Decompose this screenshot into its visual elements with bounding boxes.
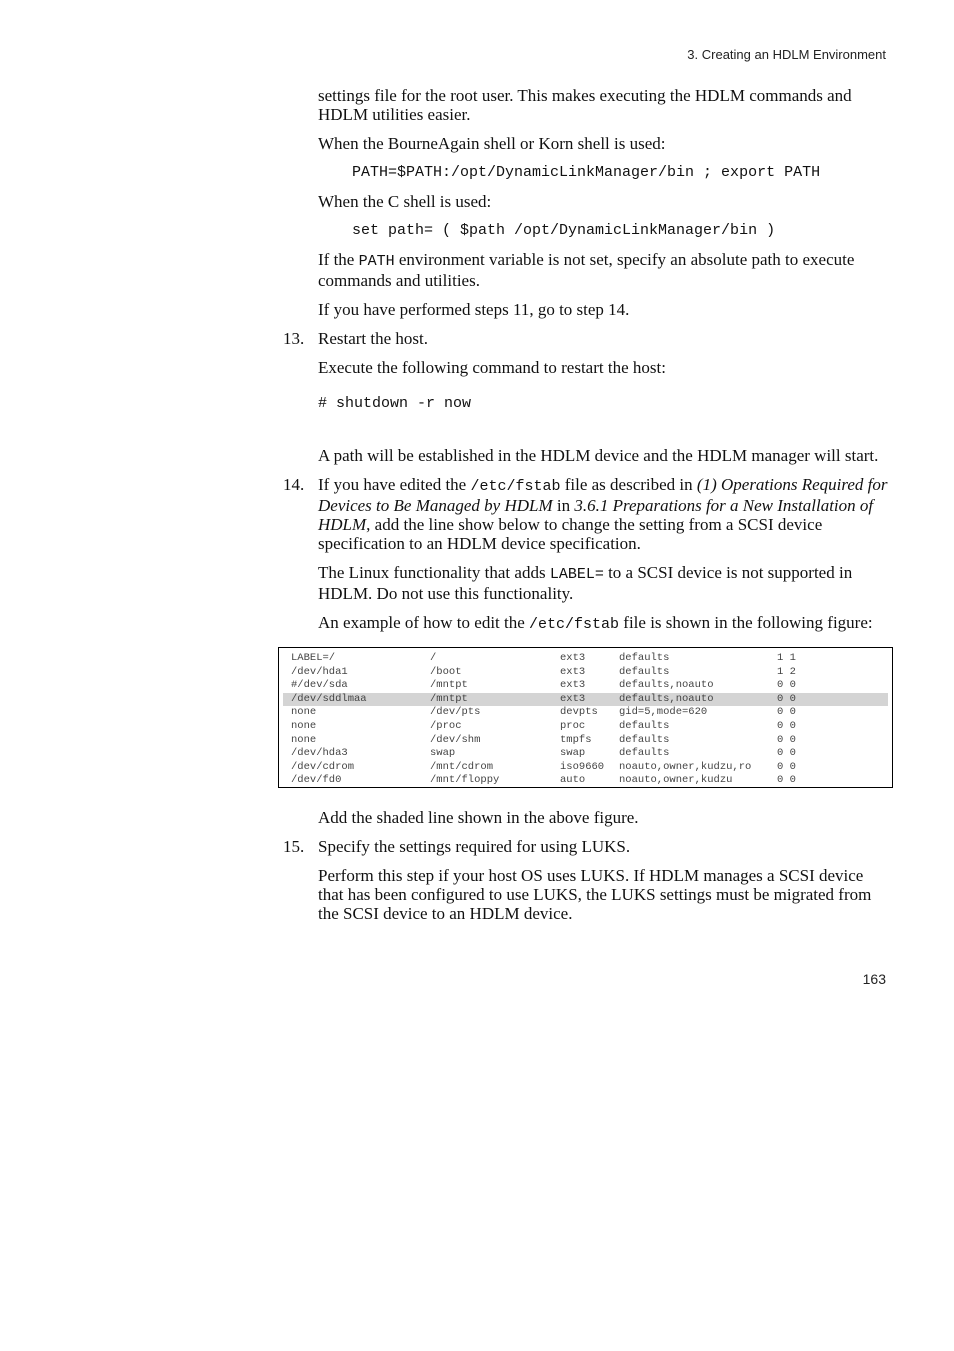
fstab-cell-dump: 0 0 xyxy=(777,774,796,787)
fstab-cell-dump: 1 2 xyxy=(777,665,796,678)
step-14-p3-text-a: An example of how to edit the xyxy=(318,613,530,632)
fstab-cell-options: defaults xyxy=(619,720,670,732)
step-14-paragraph-3 xyxy=(318,613,892,634)
fstab-cell-dump: 0 0 xyxy=(777,679,796,692)
fstab-cell-fs: tmpfs xyxy=(560,733,592,746)
fstab-cell-device: #/dev/sda xyxy=(291,679,348,692)
fstab-cell-mount: /dev/pts xyxy=(430,706,481,719)
fstab-row xyxy=(283,720,888,734)
fstab-row-shaded xyxy=(283,693,888,707)
fstab-cell-device: /dev/sddlmaa xyxy=(291,692,367,705)
page-number: 163 xyxy=(862,971,886,987)
fstab-cell-options: gid=5,mode=620 xyxy=(619,706,708,719)
fstab-cell-dump: 0 0 xyxy=(777,747,796,760)
step-14-p2-code: LABEL= xyxy=(549,566,604,583)
fstab-row xyxy=(283,679,888,693)
step-14-p1-reference-2: 3.6.1 Preparations for a New Installation of HDLM xyxy=(318,496,874,534)
paragraph-path-variable xyxy=(318,250,892,290)
running-header: 3. Creating an HDLM Environment xyxy=(687,47,886,62)
step-15-title: Specify the settings required for using LUKS. xyxy=(318,837,631,856)
step-14-p2-text-b: to a SCSI device is not supported in HDLM. Do not use this functionality. xyxy=(318,563,853,603)
path-text-post: environment variable is not set, specify an absolute path to execute commands and utilities. xyxy=(318,250,855,290)
fstab-cell-mount: /dev/shm xyxy=(430,733,481,746)
step-14-paragraph-1 xyxy=(318,475,892,553)
fstab-cell-fs: ext3 xyxy=(560,665,586,678)
fstab-cell-options: noauto,owner,kudzu xyxy=(619,774,733,787)
fstab-row xyxy=(283,706,888,720)
fstab-cell-mount: /mntpt xyxy=(430,692,468,705)
fstab-cell-mount: /mnt/floppy xyxy=(430,774,500,787)
fstab-cell-options: defaults,noauto xyxy=(619,692,714,705)
step-13-code: # shutdown -r now xyxy=(318,395,472,412)
paragraph-c-shell: When the C shell is used: xyxy=(318,192,492,211)
fstab-cell-device: /dev/hda3 xyxy=(291,747,348,760)
fstab-cell-fs: ext3 xyxy=(560,652,586,664)
fstab-cell-dump: 0 0 xyxy=(777,760,796,773)
fstab-cell-fs: ext3 xyxy=(560,679,586,692)
fstab-cell-mount: /mntpt xyxy=(430,679,468,692)
fstab-cell-options: defaults xyxy=(619,652,670,664)
step-13 xyxy=(283,329,892,465)
fstab-row xyxy=(283,774,888,788)
step-13-result-text: A path will be established in the HDLM device and the HDLM manager will start. xyxy=(318,446,879,465)
step-14-p3-code: /etc/fstab xyxy=(529,616,620,633)
fstab-cell-dump: 1 1 xyxy=(777,652,796,664)
fstab-row xyxy=(283,734,888,748)
fstab-cell-device: none xyxy=(291,720,317,732)
fstab-cell-fs: auto xyxy=(560,774,586,787)
fstab-cell-mount: swap xyxy=(430,747,456,760)
fstab-cell-device: LABEL=/ xyxy=(291,652,336,664)
step-15-paragraph: Perform this step if your host OS uses LUKS. If HDLM manages a SCSI device that has been configured to use LUKS, the LUKS settings must be migrated from the SCSI device to an HDLM device. xyxy=(318,866,872,923)
fstab-cell-fs: swap xyxy=(560,747,586,760)
step-14-after-figure: Add the shaded line shown in the above figure. xyxy=(318,808,639,827)
fstab-cell-options: defaults xyxy=(619,665,670,678)
page-body-lower xyxy=(283,808,892,923)
step-14-p3-text-b: file is shown in the following figure: xyxy=(619,613,873,632)
fstab-row xyxy=(283,666,888,680)
fstab-row xyxy=(283,747,888,761)
paragraph-bourne-shell: When the BourneAgain shell or Korn shell is used: xyxy=(318,134,666,153)
code-c-shell: set path= ( $path /opt/DynamicLinkManager/bin ) xyxy=(352,222,776,239)
fstab-row xyxy=(283,761,888,775)
fstab-row xyxy=(283,652,888,666)
step-14 xyxy=(283,475,892,634)
step-14-p1-code: /etc/fstab xyxy=(470,478,561,495)
step-14-p1-text-b: file as described in xyxy=(560,475,697,494)
path-inline-code: PATH xyxy=(358,253,395,270)
fstab-cell-options: noauto,owner,kudzu,ro xyxy=(619,760,752,773)
fstab-cell-device: /dev/cdrom xyxy=(291,760,355,773)
paragraph-steps-11: If you have performed steps 11, go to step 14. xyxy=(318,300,630,319)
fstab-cell-fs: proc xyxy=(560,720,586,732)
fstab-cell-dump: 0 0 xyxy=(777,733,796,746)
fstab-cell-device: /dev/hda1 xyxy=(291,665,348,678)
step-14-p1-text-d: , add the line show below to change the setting from a SCSI device specification to an HDLM device specification. xyxy=(318,515,823,553)
fstab-cell-options: defaults xyxy=(619,747,670,760)
fstab-cell-mount: /proc xyxy=(430,720,462,732)
step-14-p1-text-c: in xyxy=(552,496,575,515)
step-15-number: 15. xyxy=(283,837,305,856)
fstab-cell-options: defaults xyxy=(619,733,670,746)
page-body xyxy=(283,86,892,634)
fstab-cell-device: /dev/fd0 xyxy=(291,774,342,787)
fstab-cell-device: none xyxy=(291,733,317,746)
fstab-cell-dump: 0 0 xyxy=(777,720,796,732)
step-13-number: 13. xyxy=(283,329,305,348)
fstab-cell-fs: ext3 xyxy=(560,692,586,705)
step-14-number: 14. xyxy=(283,475,305,494)
step-14-p1-text-a: If you have edited the xyxy=(318,475,471,494)
fstab-cell-mount: / xyxy=(430,652,437,664)
fstab-cell-dump: 0 0 xyxy=(777,692,796,705)
step-14-paragraph-2 xyxy=(318,563,892,603)
fstab-cell-dump: 0 0 xyxy=(777,706,796,719)
fstab-cell-fs: devpts xyxy=(560,706,598,719)
fstab-cell-fs: iso9660 xyxy=(560,760,605,773)
paragraph-settings-file: settings file for the root user. This makes executing the HDLM commands and HDLM utilities easier. xyxy=(318,86,852,124)
code-bourne-shell: PATH=$PATH:/opt/DynamicLinkManager/bin ; export PATH xyxy=(352,164,821,181)
step-15 xyxy=(283,837,892,923)
fstab-cell-device: none xyxy=(291,706,317,719)
fstab-cell-options: defaults,noauto xyxy=(619,679,714,692)
path-text-pre: If the xyxy=(318,250,359,269)
fstab-cell-mount: /mnt/cdrom xyxy=(430,760,494,773)
step-14-p1-reference-1: (1) Operations Required for Devices to Be Managed by HDLM xyxy=(318,475,888,515)
step-14-p2-text-a: The Linux functionality that adds xyxy=(318,563,550,582)
step-13-execute-text: Execute the following command to restart the host: xyxy=(318,358,666,377)
fstab-figure xyxy=(278,647,893,788)
fstab-cell-mount: /boot xyxy=(430,665,462,678)
step-13-title: Restart the host. xyxy=(318,329,429,348)
